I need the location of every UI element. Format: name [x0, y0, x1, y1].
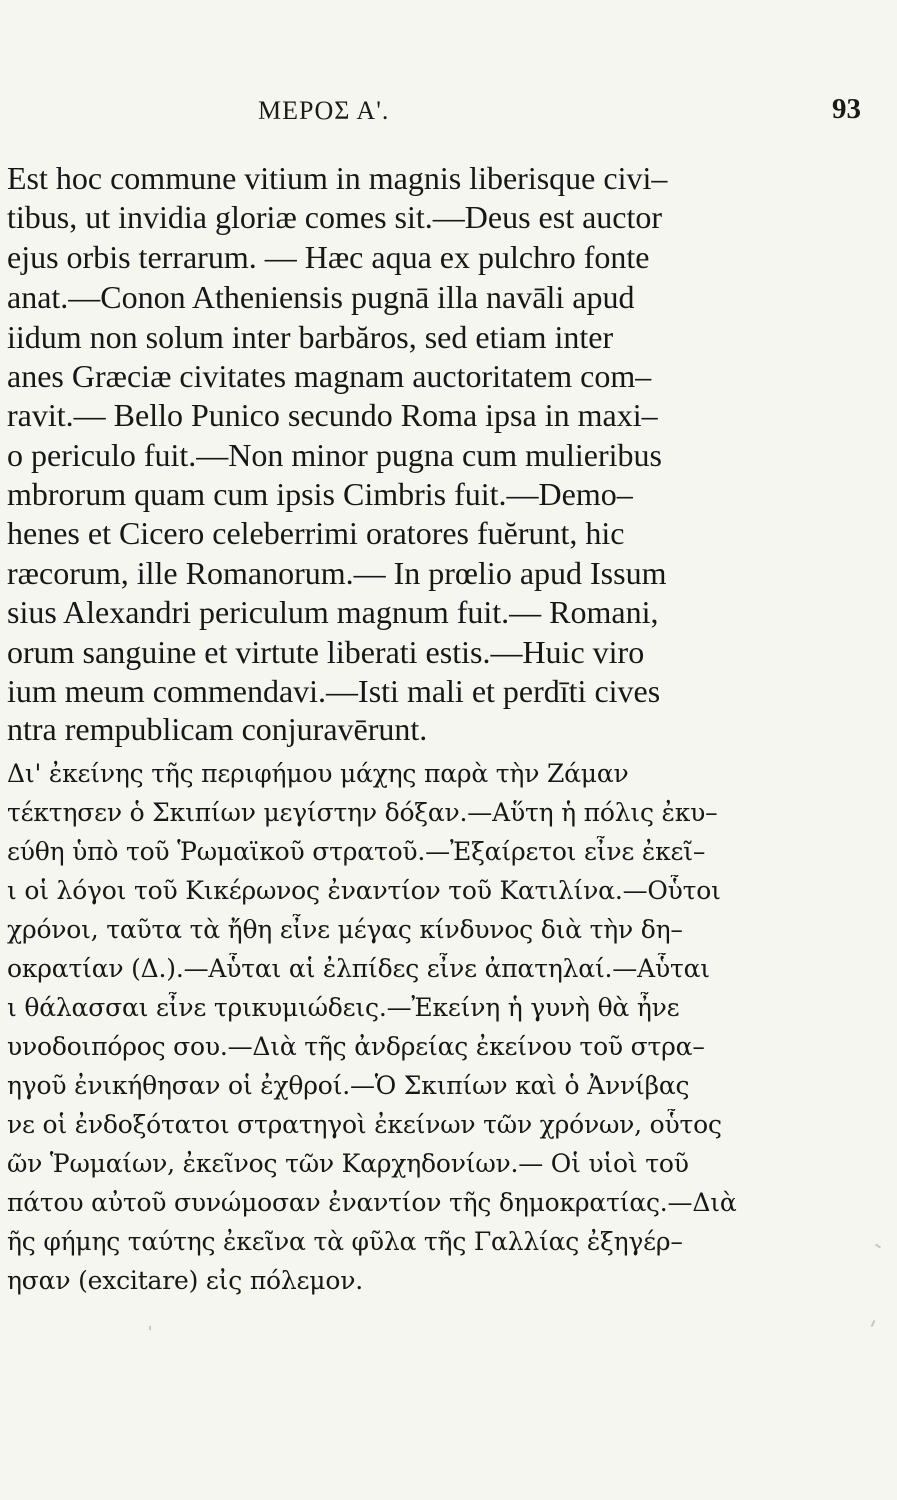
- greek-line: Δι' ἐκείνης τῆς περιφήμου μάχης παρὰ τὴν Ζάμαν: [7, 759, 629, 788]
- latin-line: anat.—Conon Atheniensis pugnā illa navāli apud: [7, 279, 635, 315]
- latin-line: ejus orbis terrarum. — Hæc aqua ex pulchro fonte: [7, 239, 650, 275]
- latin-line: henes et Cicero celeberrimi oratores fuĕrunt, hic: [7, 515, 625, 551]
- latin-line: ntra rempublicam conjuravērunt.: [7, 711, 428, 747]
- latin-line: mbrorum quam cum ipsis Cimbris fuit.—Demo–: [7, 476, 633, 512]
- latin-line: anes Græciæ civitates magnam auctoritatem com–: [7, 358, 652, 394]
- greek-line: χρόνοι, ταῦτα τὰ ἤθη εἶνε μέγας κίνδυνος διὰ τὴν δη–: [7, 915, 683, 944]
- latin-line: Est hoc commune vitium in magnis liberisque civi–: [7, 160, 668, 196]
- latin-line: tibus, ut invidia gloriæ comes sit.—Deus est auctor: [7, 199, 663, 235]
- section-title: ΜΕΡΟΣ Α'.: [258, 96, 390, 125]
- print-speck: [149, 1326, 151, 1330]
- greek-line: τέκτησεν ὁ Σκιπίων μεγίστην δόξαν.—Αὕτη ἡ πόλις ἐκυ–: [7, 798, 718, 827]
- greek-line: ησαν (excitare) εἰς πόλεμον.: [7, 1266, 363, 1295]
- greek-line: ηγοῦ ἐνικήθησαν οἱ ἐχθροί.—Ὁ Σκιπίων καὶ ὁ Ἀννίβας: [7, 1071, 690, 1100]
- page-number: 93: [832, 93, 861, 125]
- greek-line: ῆς φήμης ταύτης ἐκεῖνα τὰ φῦλα τῆς Γαλλίας ἐξηγέρ–: [7, 1227, 683, 1256]
- greek-line: ι θάλασσαι εἶνε τρικυμιώδεις.—Ἐκείνη ἡ γυνὴ θὰ ἦνε: [7, 993, 680, 1022]
- latin-line: ium meum commendavi.—Isti mali et perdīti cives: [7, 673, 661, 709]
- greek-line: ῶν Ῥωμαίων, ἐκεῖνος τῶν Καρχηδονίων.— Οἱ υἱοὶ τοῦ: [7, 1149, 689, 1178]
- latin-line: orum sanguine et virtute liberati estis.—Huic viro: [7, 634, 645, 670]
- latin-line: sius Alexandri periculum magnum fuit.— Romani,: [7, 594, 659, 630]
- greek-line: εύθη ὑπὸ τοῦ Ῥωμαϊκοῦ στρατοῦ.—Ἐξαίρετοι εἶνε ἐκεῖ–: [7, 837, 706, 866]
- greek-line: νε οἱ ἐνδοξότατοι στρατηγοὶ ἐκείνων τῶν χρόνων, οὗτος: [7, 1110, 722, 1139]
- latin-line: o periculo fuit.—Non minor pugna cum mulieribus: [7, 437, 662, 473]
- greek-line: οκρατίαν (Δ.).—Αὗται αἱ ἐλπίδες εἶνε ἀπατηλαί.—Αὗται: [7, 954, 710, 983]
- latin-line: iidum non solum inter barbăros, sed etiam inter: [7, 319, 614, 355]
- greek-line: πάτου αὐτοῦ συνώμοσαν ἐναντίον τῆς δημοκρατίας.—Διὰ: [7, 1188, 737, 1217]
- latin-line: ræcorum, ille Romanorum.— In prœlio apud Issum: [7, 555, 667, 591]
- latin-line: ravit.— Bello Punico secundo Roma ipsa in maxi–: [7, 397, 658, 433]
- greek-line: υνοδοιπόρος σου.—Διὰ τῆς ἀνδρείας ἐκείνου τοῦ στρα–: [7, 1032, 705, 1061]
- greek-line: ι οἱ λόγοι τοῦ Κικέρωνος ἐναντίον τοῦ Κατιλίνα.—Οὗτοι: [7, 876, 721, 905]
